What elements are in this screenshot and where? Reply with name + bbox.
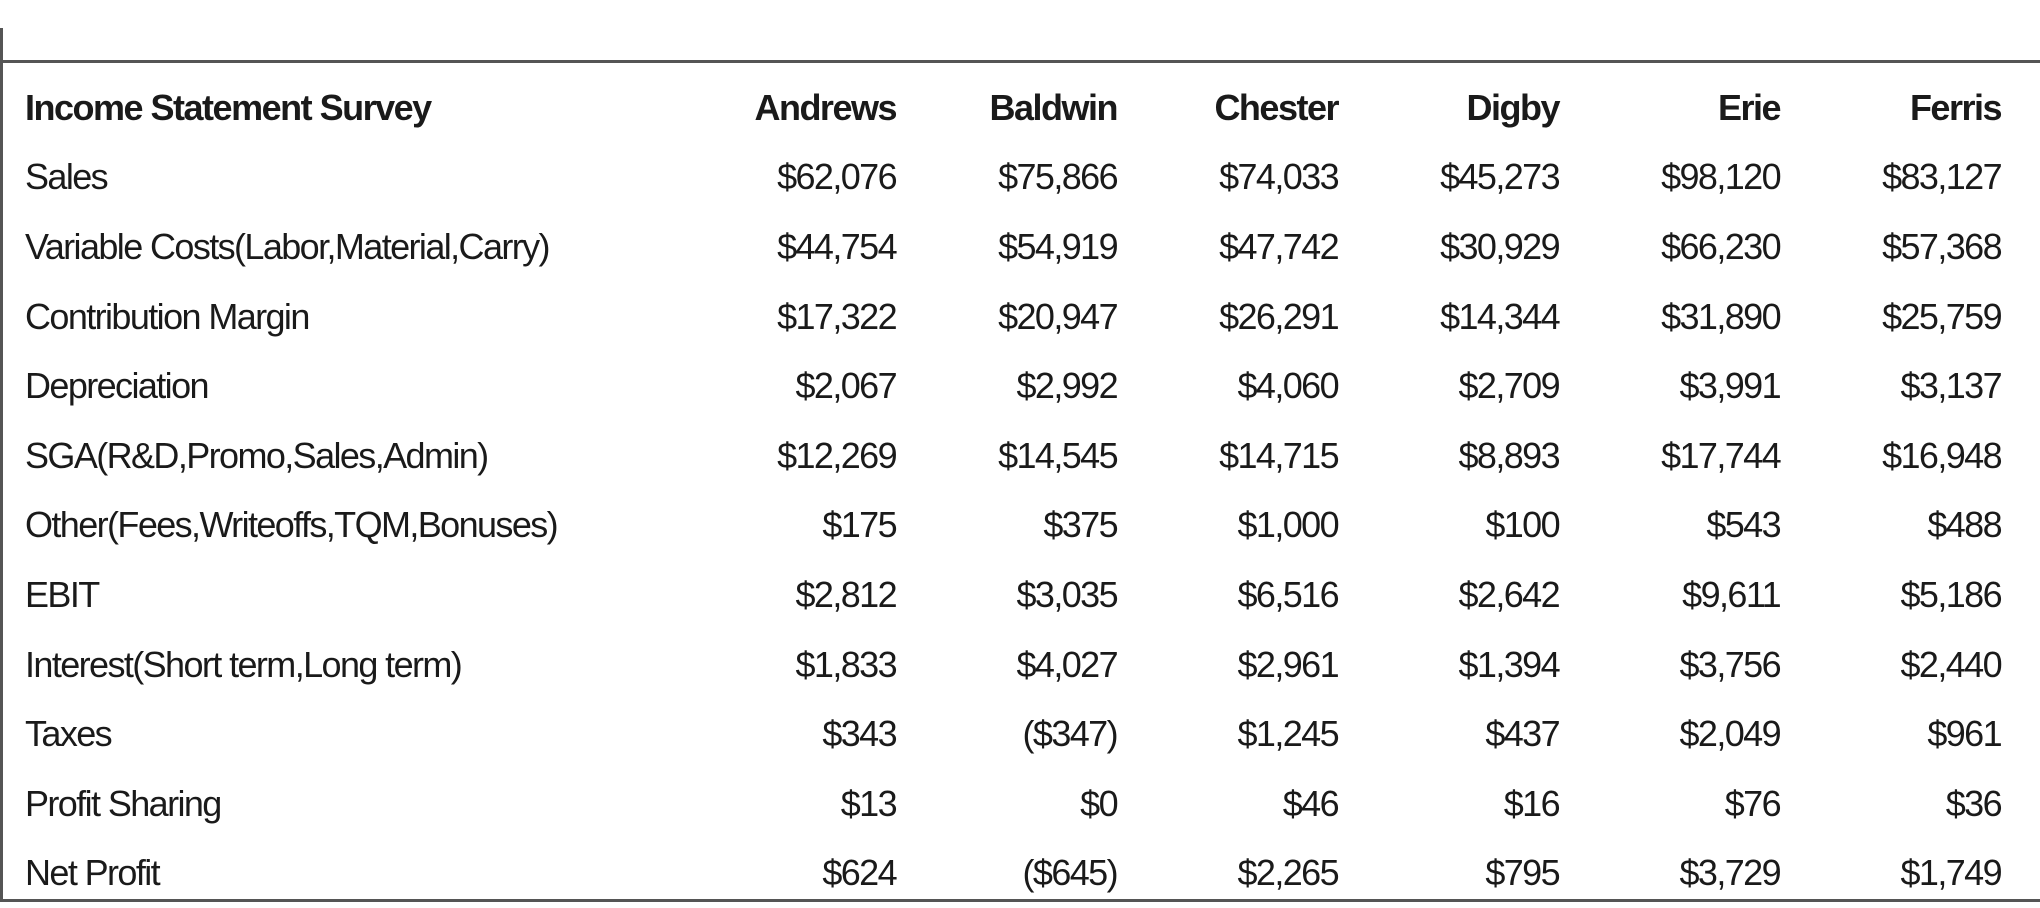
column-header-erie: Erie [1717,86,1780,128]
cell-erie: $76 [1724,782,1780,824]
column-header-digby: Digby [1466,86,1559,128]
table-row [25,839,2001,908]
table-title: Income Statement Survey [25,86,431,128]
cell-digby: $30,929 [1440,225,1559,267]
header-row [25,73,2001,143]
cell-chester: $2,961 [1237,643,1338,685]
column-header-andrews: Andrews [754,86,896,128]
cell-digby: $14,344 [1440,295,1559,337]
table-row [25,212,2001,282]
cell-erie: $2,049 [1679,713,1780,755]
cell-ferris: $5,186 [1900,573,2001,615]
row-label: Net Profit [25,852,160,894]
table-row [25,491,2001,561]
cell-chester: $47,742 [1219,225,1338,267]
cell-ferris: $2,440 [1900,643,2001,685]
table-body [25,143,2001,908]
cell-chester: $46 [1282,782,1338,824]
cell-andrews: $44,754 [777,225,896,267]
cell-andrews: $2,067 [795,365,896,407]
table-row [25,421,2001,491]
cell-chester: $4,060 [1237,365,1338,407]
table-row [25,699,2001,769]
cell-baldwin: $2,992 [1016,365,1117,407]
cell-digby: $100 [1485,504,1559,546]
cell-baldwin: ($347) [1022,713,1117,755]
cell-andrews: $343 [822,713,896,755]
cell-ferris: $57,368 [1882,225,2001,267]
table-row [25,351,2001,421]
cell-chester: $2,265 [1237,852,1338,894]
table-row [25,282,2001,352]
cell-ferris: $83,127 [1882,156,2001,198]
table-row [25,143,2001,213]
cell-andrews: $1,833 [795,643,896,685]
cell-erie: $3,729 [1679,852,1780,894]
row-label: Sales [25,156,108,198]
cell-chester: $1,245 [1237,713,1338,755]
cell-erie: $66,230 [1661,225,1780,267]
row-label: Depreciation [25,365,208,407]
cell-digby: $437 [1485,713,1559,755]
cell-chester: $74,033 [1219,156,1338,198]
cell-chester: $26,291 [1219,295,1338,337]
table-row [25,769,2001,839]
cell-andrews: $175 [822,504,896,546]
cell-baldwin: $14,545 [998,434,1117,476]
cell-ferris: $16,948 [1882,434,2001,476]
cell-digby: $45,273 [1440,156,1559,198]
cell-digby: $16 [1503,782,1559,824]
cell-ferris: $36 [1945,782,2001,824]
cell-digby: $1,394 [1458,643,1559,685]
cell-ferris: $25,759 [1882,295,2001,337]
cell-ferris: $1,749 [1900,852,2001,894]
table-row [25,560,2001,630]
cell-erie: $98,120 [1661,156,1780,198]
cell-chester: $1,000 [1237,504,1338,546]
row-label: Other(Fees,Writeoffs,TQM,Bonuses) [25,504,558,546]
column-header-baldwin: Baldwin [989,86,1117,128]
cell-erie: $543 [1706,504,1780,546]
cell-baldwin: $3,035 [1016,573,1117,615]
column-header-chester: Chester [1214,86,1338,128]
cell-ferris: $3,137 [1900,365,2001,407]
cell-erie: $3,991 [1679,365,1780,407]
cell-baldwin: $0 [1080,782,1117,824]
row-label: Taxes [25,713,112,755]
income-statement-table [25,73,2001,908]
cell-andrews: $62,076 [777,156,896,198]
survey-frame [0,60,2040,902]
cell-ferris: $488 [1927,504,2001,546]
cell-digby: $795 [1485,852,1559,894]
cell-digby: $2,642 [1458,573,1559,615]
row-label: Interest(Short term,Long term) [25,643,462,685]
cell-digby: $2,709 [1458,365,1559,407]
row-label: Profit Sharing [25,782,221,824]
frame-edge [0,28,3,63]
cell-ferris: $961 [1927,713,2001,755]
cell-chester: $14,715 [1219,434,1338,476]
cell-baldwin: ($645) [1022,852,1117,894]
row-label: EBIT [25,573,99,615]
cell-baldwin: $54,919 [998,225,1117,267]
row-label: Contribution Margin [25,295,309,337]
cell-chester: $6,516 [1237,573,1338,615]
cell-erie: $17,744 [1661,434,1780,476]
row-label: Variable Costs(Labor,Material,Carry) [25,225,549,267]
column-header-ferris: Ferris [1909,86,2001,128]
cell-baldwin: $20,947 [998,295,1117,337]
cell-baldwin: $75,866 [998,156,1117,198]
cell-erie: $3,756 [1679,643,1780,685]
cell-baldwin: $375 [1043,504,1117,546]
cell-andrews: $13 [840,782,896,824]
cell-andrews: $17,322 [777,295,896,337]
cell-andrews: $2,812 [795,573,896,615]
row-label: SGA(R&D,Promo,Sales,Admin) [25,434,488,476]
cell-andrews: $12,269 [777,434,896,476]
table-row [25,630,2001,700]
cell-digby: $8,893 [1458,434,1559,476]
cell-baldwin: $4,027 [1016,643,1117,685]
cell-andrews: $624 [822,852,896,894]
cell-erie: $9,611 [1682,573,1780,615]
cell-erie: $31,890 [1661,295,1780,337]
